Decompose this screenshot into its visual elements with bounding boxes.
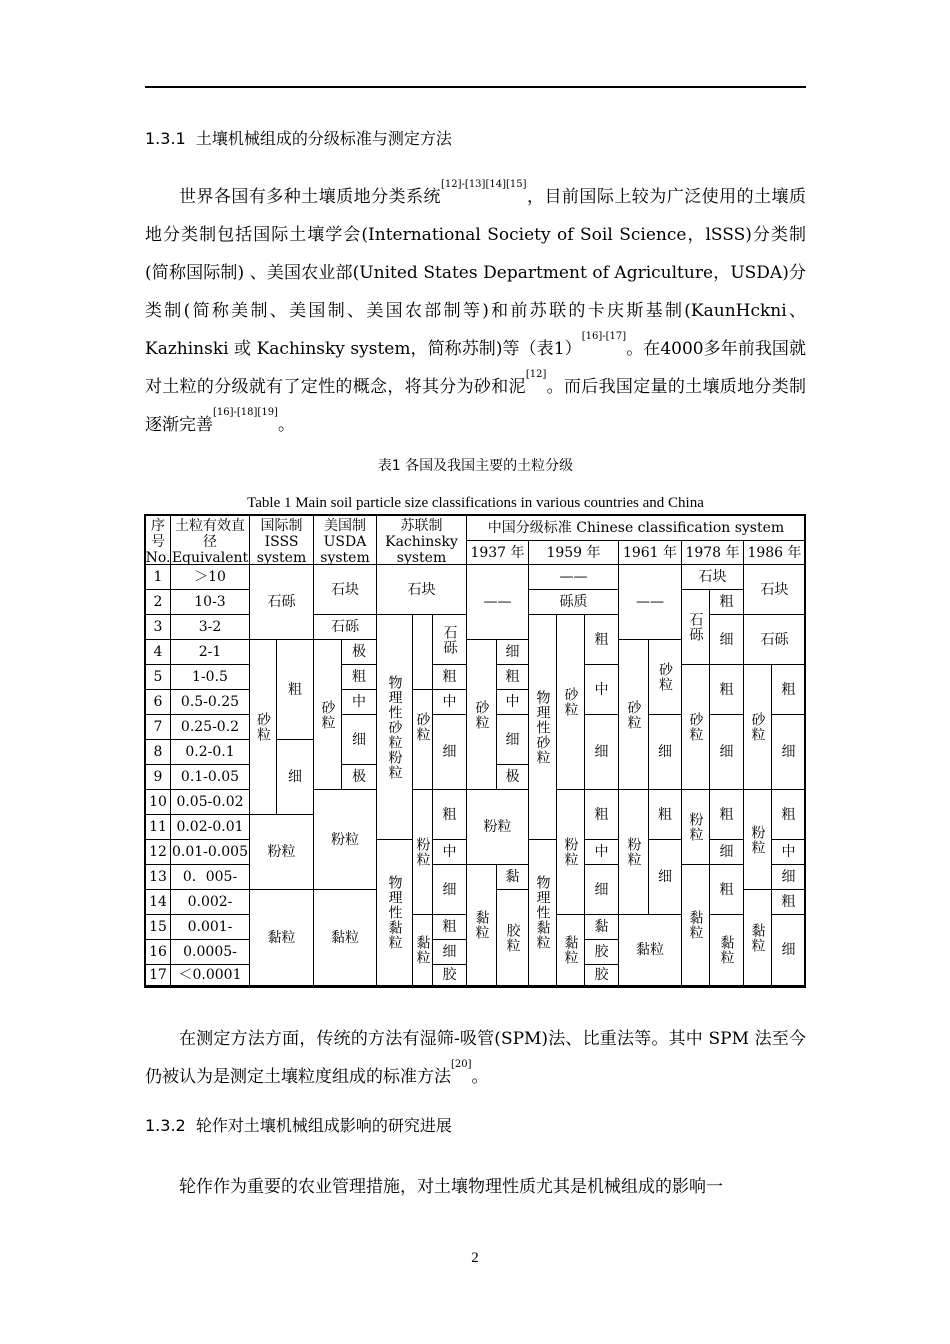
diameter-cell: 1-0.5: [171, 665, 250, 690]
cn1959-cell: 细: [585, 715, 619, 790]
kachinsky-cell: 细: [433, 865, 467, 915]
header-usda: 美国制USDA system: [314, 516, 377, 565]
cn1937-cell: 粗: [497, 665, 529, 690]
header-1978: 1978 年: [682, 541, 744, 565]
kachinsky-cell: 细: [433, 940, 467, 965]
cn1959-cell: 粗: [585, 615, 619, 665]
kachinsky-cell: 粗: [433, 915, 467, 940]
diameter-cell: 0.0005-: [171, 940, 250, 965]
cn1978-cell: 粗: [710, 665, 744, 715]
cn1978-cell: 石砾: [682, 590, 710, 665]
cn1978-cell: 砂粒: [682, 665, 710, 790]
cn1986-cell: 石块: [744, 565, 806, 615]
kachinsky-cell: 石砾: [433, 615, 467, 665]
kachinsky-cell: 物理性砂粒粉粒: [377, 615, 413, 840]
cn1959-cell: 物理性砂粒: [529, 615, 557, 840]
isss-cell: 粗: [277, 640, 314, 740]
section-heading-1-3-2: 1.3.2 轮作对土壤机械组成影响的研究进展: [145, 1116, 452, 1135]
kachinsky-cell: 砂粒: [413, 665, 433, 790]
cn1961-cell: 黏粒: [619, 915, 682, 986]
row-number: 12: [146, 840, 171, 865]
cn1961-cell: 细: [649, 715, 682, 790]
cn1986-cell: 粗: [772, 665, 806, 715]
kachinsky-cell: 胶: [433, 965, 467, 986]
diameter-cell: 0.25-0.2: [171, 715, 250, 740]
cn1959-cell: 胶: [585, 965, 619, 986]
usda-cell: 石块: [314, 565, 377, 615]
cn1961-cell: ——: [619, 565, 682, 640]
methods-paragraph: 在测定方法方面，传统的方法有湿筛-吸管(SPM)法、比重法等。其中 SPM 法至今仍被认为是测定土壤粒度组成的标准方法[20]。: [145, 1029, 806, 1087]
kachinsky-cell: 粉粒: [413, 790, 433, 915]
header-1961: 1961 年: [619, 541, 682, 565]
cn1986-cell: 黏粒: [744, 890, 772, 986]
row-number: 8: [146, 740, 171, 765]
cn1961-cell: 粗: [649, 790, 682, 840]
usda-cell: 粉粒: [314, 790, 377, 890]
row-number: 14: [146, 890, 171, 915]
cn1959-cell: 黏: [585, 915, 619, 940]
usda-cell: 石砾: [314, 615, 377, 640]
diameter-cell: 0.01-0.005: [171, 840, 250, 865]
diameter-cell: 0．005-: [171, 865, 250, 890]
cn1937-cell: 极: [497, 765, 529, 790]
usda-cell: 细: [342, 715, 377, 765]
cn1961-cell: 砂粒: [619, 640, 649, 790]
table-caption-cn: 表1 各国及我国主要的土粒分级: [377, 458, 574, 474]
citation: [16]-[17]: [581, 331, 627, 342]
cn1986-cell: 粉粒: [744, 790, 772, 890]
row-number: 7: [146, 715, 171, 740]
kachinsky-cell: 中: [433, 840, 467, 865]
cn1959-cell: 黏粒: [557, 915, 585, 986]
cn1937-cell: 细: [497, 640, 529, 665]
cn1986-cell: 粗: [772, 890, 806, 915]
cn1937-cell: ——: [467, 565, 529, 640]
header-1986: 1986 年: [744, 541, 806, 565]
usda-cell: 黏粒: [314, 890, 377, 986]
row-number: 13: [146, 865, 171, 890]
header-no: 序号No.: [146, 518, 171, 565]
row-number: 5: [146, 665, 171, 690]
cn1986-cell: 粗: [772, 790, 806, 840]
cn1978-cell: 细: [710, 615, 744, 665]
cn1978-cell: 黏粒: [710, 915, 744, 986]
citation: [12]-[13][14][15]: [441, 179, 527, 190]
kachinsky-cell: 石块: [377, 565, 467, 615]
citation: [20]: [451, 1059, 472, 1070]
cn1959-cell: 粗: [585, 790, 619, 840]
cn1937-cell: 砂粒: [467, 640, 497, 790]
kachinsky-cell: 细: [433, 715, 467, 790]
kachinsky-cell: 粗: [433, 665, 467, 690]
row-number: 15: [146, 915, 171, 940]
citation: [16]-[18][19]: [213, 407, 278, 418]
cn1937-cell: 黏: [497, 865, 529, 890]
cn1978-cell: 粗: [710, 790, 744, 840]
header-1937: 1937 年: [467, 541, 529, 565]
kachinsky-cell: 物理性黏粒: [377, 840, 413, 986]
cn1959-cell: 胶: [585, 940, 619, 965]
diameter-cell: 2-1: [171, 640, 250, 665]
cn1959-cell: 物理性黏粒: [529, 840, 557, 986]
diameter-cell: ＞10: [171, 565, 250, 590]
cn1978-cell: 细: [710, 840, 744, 865]
cn1978-cell: 细: [710, 715, 744, 790]
usda-cell: 极: [342, 640, 377, 665]
diameter-cell: 0.2-0.1: [171, 740, 250, 765]
cn1937-cell: 黏粒: [467, 865, 497, 986]
header-1959: 1959 年: [529, 541, 619, 565]
isss-cell: 石砾: [250, 565, 314, 640]
cn1978-cell: 黏粒: [682, 865, 710, 986]
diameter-cell: 0.5-0.25: [171, 690, 250, 715]
cn1961-cell: 砂粒: [649, 640, 682, 715]
diameter-cell: 0.05-0.02: [171, 790, 250, 815]
intro-paragraph: 世界各国有多种土壤质地分类系统[12]-[13][14][15]，目前国际上较为广泛使用的土壤质地分类制包括国际土壤学会(International Society of Soil Science，lSSS)分类制(简称国际制) 、美国农业部(United States Department of Agriculture，USDA)分类制(简称美制、美国制、美国农部制等)和前苏联的卡庆斯基制(KaunHckni、Kazhinski 或 Kachinsky system，简称苏制)等（表1）[16]-[17]。在4000多年前我国就对土粒的分级就有了定性的概念，将其分为砂和泥[12]。而后我国定量的土壤质地分类制逐渐完善[16]-[18][19]。: [145, 179, 807, 435]
diameter-cell: 10-3: [171, 590, 250, 615]
cn1961-cell: 粉粒: [619, 790, 649, 915]
diameter-cell: 0.1-0.05: [171, 765, 250, 790]
page-number: 2: [471, 1250, 479, 1266]
usda-cell: 粗: [342, 665, 377, 690]
cn1986-cell: 石砾: [744, 615, 806, 665]
usda-cell: 极: [342, 765, 377, 790]
header-china: 中国分级标准 Chinese classification system: [467, 516, 806, 541]
diameter-cell: 3-2: [171, 615, 250, 640]
rotation-paragraph: 轮作作为重要的农业管理措施，对土壤物理性质尤其是机械组成的影响一: [179, 1177, 723, 1197]
diameter-cell: 0.02-0.01: [171, 815, 250, 840]
diameter-cell: 0.002-: [171, 890, 250, 915]
isss-cell: 细: [277, 740, 314, 815]
section-heading-1-3-1: 1.3.1 土壤机械组成的分级标准与测定方法: [145, 129, 452, 148]
usda-cell: 砂粒: [314, 640, 342, 790]
cn1978-cell: 石块: [682, 565, 744, 590]
isss-cell: 砂粒: [250, 640, 277, 815]
table-caption-en: Table 1 Main soil particle size classifications in various countries and China: [247, 495, 704, 511]
isss-cell: 粉粒: [250, 815, 314, 890]
header-diameter: 土粒有效直径Equivalent: [171, 518, 249, 565]
header-kachinsky: 苏联制Kachinsky system: [377, 516, 467, 565]
cn1959-cell: 砂粒: [557, 615, 585, 790]
kachinsky-cell: 黏粒: [413, 915, 433, 986]
cn1986-cell: 细: [772, 865, 806, 890]
kachinsky-cell: 中: [433, 690, 467, 715]
cn1959-cell: 砾质: [529, 590, 619, 615]
kachinsky-cell: 粗: [433, 790, 467, 840]
cn1961-cell: 细: [649, 840, 682, 915]
diameter-cell: 0.001-: [171, 915, 250, 940]
cn1959-cell: 中: [585, 665, 619, 715]
citation: [12]: [525, 369, 547, 380]
soil-classification-table: [144, 514, 806, 988]
row-number: 3: [146, 615, 171, 640]
row-number: 16: [146, 940, 171, 965]
diameter-cell: ＜0.0001: [171, 965, 250, 986]
cn1978-cell: 粉粒: [682, 790, 710, 865]
cn1986-cell: 中: [772, 840, 806, 865]
cn1959-cell: 中: [585, 840, 619, 865]
row-number: 17: [146, 965, 171, 986]
cn1959-cell: ——: [529, 565, 619, 590]
cn1978-cell: 粗: [710, 590, 744, 615]
row-number: 6: [146, 690, 171, 715]
cn1937-cell: 中: [497, 690, 529, 715]
row-number: 10: [146, 790, 171, 815]
usda-cell: 中: [342, 690, 377, 715]
cn1959-cell: 细: [585, 865, 619, 915]
cn1986-cell: 细: [772, 715, 806, 790]
cn1986-cell: 细: [772, 915, 806, 986]
cn1959-cell: 粉粒: [557, 790, 585, 915]
header-isss: 国际制ISSS system: [250, 516, 314, 565]
cn1937-cell: 细: [497, 715, 529, 765]
cn1937-cell: 胶粒: [497, 890, 529, 986]
cn1937-cell: 粉粒: [467, 790, 529, 865]
row-number: 1: [146, 565, 171, 590]
row-number: 11: [146, 815, 171, 840]
header-rule: [145, 86, 806, 88]
cn1986-cell: 砂粒: [744, 665, 772, 790]
row-number: 4: [146, 640, 171, 665]
row-number: 9: [146, 765, 171, 790]
cn1978-cell: 粗: [710, 865, 744, 915]
row-number: 2: [146, 590, 171, 615]
isss-cell: 黏粒: [250, 890, 314, 986]
